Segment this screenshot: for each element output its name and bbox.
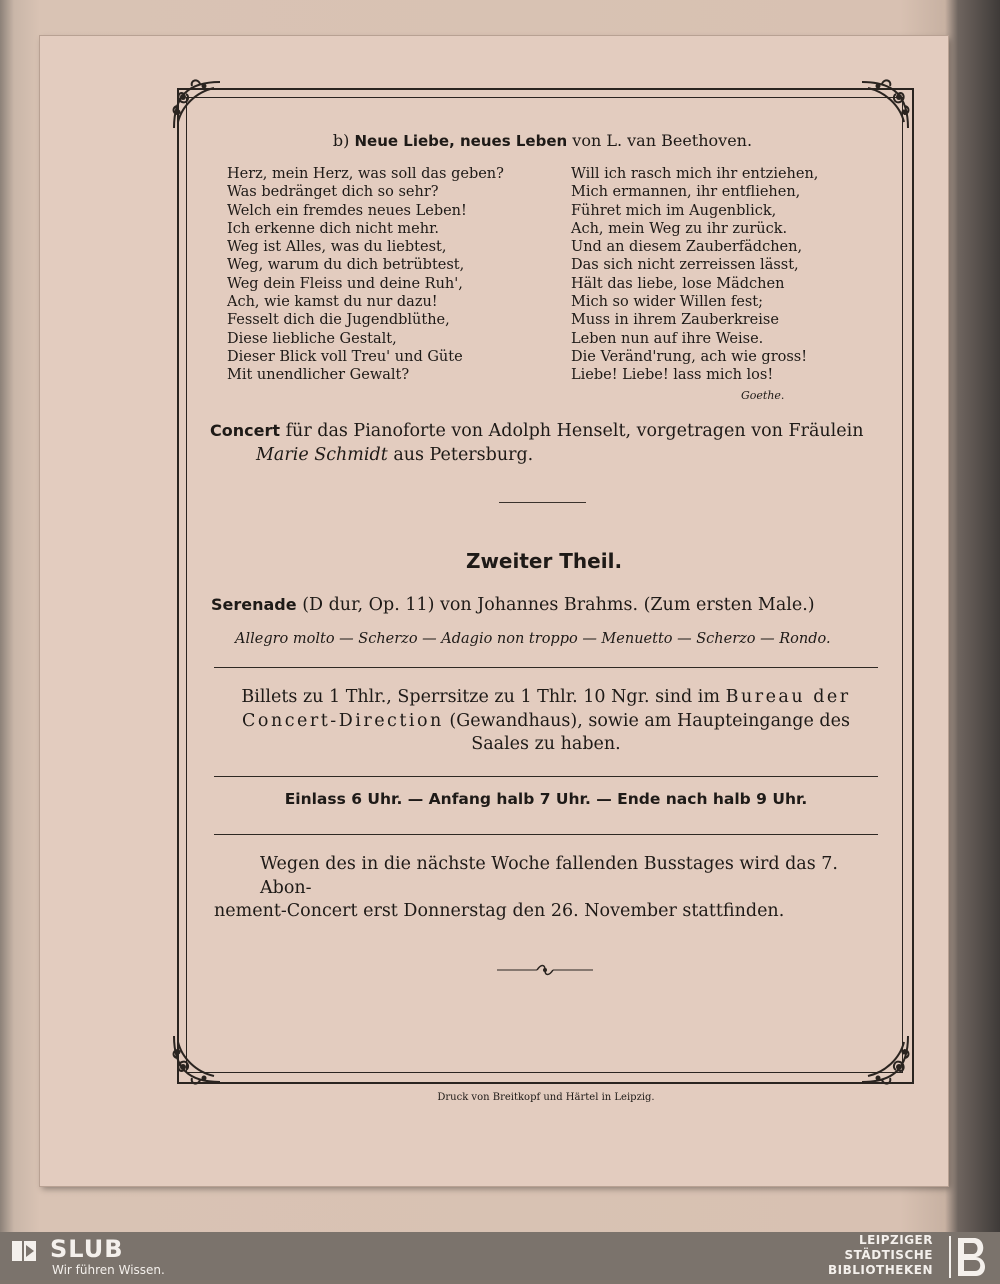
poem-line: Mich ermannen, ihr entfliehen, xyxy=(571,184,801,201)
poem-line: Weg dein Fleiss und deine Ruh', xyxy=(227,275,463,292)
poem-author: Goethe. xyxy=(741,389,785,402)
library-claim: Wir führen Wissen. xyxy=(52,1263,165,1277)
library-name: SLUB xyxy=(50,1235,124,1263)
song-composer: von L. van Beethoven. xyxy=(572,131,753,150)
slub-logo-icon xyxy=(12,1239,36,1263)
poem-line: Weg ist Alles, was du liebtest, xyxy=(227,239,447,256)
part-two-heading: Zweiter Theil. xyxy=(465,549,623,573)
corner-ornament-icon xyxy=(168,76,226,134)
poem-line: Liebe! Liebe! lass mich los! xyxy=(571,367,774,384)
partner-name xyxy=(828,1233,933,1278)
footer-bar xyxy=(0,1232,1000,1280)
notice-line: nement-Concert erst Donnerstag den 26. November stattfinden. xyxy=(214,901,785,921)
song-title-text: Neue Liebe, neues Leben xyxy=(354,132,568,150)
serenade-entry xyxy=(211,595,815,615)
concert-entry xyxy=(210,419,863,467)
corner-ornament-icon xyxy=(856,76,914,134)
poem-line: Herz, mein Herz, was soll das geben? xyxy=(227,166,504,182)
poem-line: Fesselt dich die Jugendblüthe, xyxy=(227,312,450,329)
partner-line: BIBLIOTHEKEN xyxy=(827,1263,933,1277)
serenade-details: (D dur, Op. 11) von Johannes Brahms. (Zum ersten Male.) xyxy=(302,595,815,615)
horizontal-rule xyxy=(214,776,878,777)
corner-ornament-icon xyxy=(856,1030,914,1088)
notice-line: Wegen des in die nächste Woche fallenden Busstages wird das 7. Abon- xyxy=(260,854,838,898)
poem-line: Mich so wider Willen fest; xyxy=(571,294,763,311)
serenade-lead: Serenade xyxy=(211,595,297,614)
concert-times: Einlass 6 Uhr. — Anfang halb 7 Uhr. — Ende nach halb 9 Uhr. xyxy=(284,790,808,808)
concert-origin: aus Petersburg. xyxy=(393,445,534,465)
serenade-movements: Allegro molto — Scherzo — Adagio non troppo — Menuetto — Scherzo — Rondo. xyxy=(235,631,831,647)
poem-line: Ach, wie kamst du nur dazu! xyxy=(227,294,438,311)
poem-line: Welch ein fremdes neues Leben! xyxy=(227,202,467,219)
poem-line: Führet mich im Augenblick, xyxy=(571,202,777,219)
poem-line: Ich erkenne dich nicht mehr. xyxy=(227,220,440,237)
horizontal-rule xyxy=(214,667,878,668)
song-title xyxy=(0,131,1000,150)
ticket-prices: Billets zu 1 Thlr., Sperrsitze zu 1 Thlr. 10 Ngr. sind im xyxy=(241,687,720,707)
ticket-location: (Gewandhaus), sowie am Haupteingange des Saales zu haben. xyxy=(449,710,850,754)
poem-line: Weg, warum du dich betrübtest, xyxy=(227,257,465,274)
section-divider xyxy=(499,502,586,503)
poem-line: Das sich nicht zerreissen lässt, xyxy=(571,257,799,274)
poem-right-column xyxy=(571,165,818,385)
poem-line: Ach, mein Weg zu ihr zurück. xyxy=(571,220,788,237)
poem-line: Hält das liebe, lose Mädchen xyxy=(571,275,785,292)
poem-line: Will ich rasch mich ihr entziehen, xyxy=(571,166,819,182)
concert-lead: Concert xyxy=(210,421,280,440)
ticket-info xyxy=(211,686,881,757)
partner-logo-icon xyxy=(948,1234,992,1280)
printer-imprint: Druck von Breitkopf und Härtel in Leipzig. xyxy=(437,1092,655,1103)
poem-line: Diese liebliche Gestalt, xyxy=(227,330,397,347)
partner-line: STÄDTISCHE xyxy=(844,1248,933,1262)
partner-line: LEIPZIGER xyxy=(858,1233,933,1247)
poem-line: Mit unendlicher Gewalt? xyxy=(227,367,410,384)
ticket-office: Bureau der Concert-Direction xyxy=(242,687,851,731)
corner-ornament-icon xyxy=(168,1030,226,1088)
poem-line: Die Veränd'rung, ach wie gross! xyxy=(571,348,808,365)
schedule-notice xyxy=(214,853,882,924)
poem-left-column xyxy=(227,165,504,385)
poem-line: Dieser Blick voll Treu' und Güte xyxy=(227,348,463,365)
concert-description: für das Pianoforte von Adolph Henselt, vorgetragen von Fräulein xyxy=(285,421,864,441)
poem-line: Was bedränget dich so sehr? xyxy=(227,184,439,201)
poem-line: Leben nun auf ihre Weise. xyxy=(571,330,764,347)
concert-performer: Marie Schmidt xyxy=(256,445,388,465)
poem-line: Und an diesem Zauberfädchen, xyxy=(571,239,803,256)
poem-line: Muss in ihrem Zauberkreise xyxy=(571,312,779,329)
song-prefix: b) xyxy=(332,131,350,150)
divider-ornament-icon xyxy=(497,962,593,978)
horizontal-rule xyxy=(214,834,878,835)
